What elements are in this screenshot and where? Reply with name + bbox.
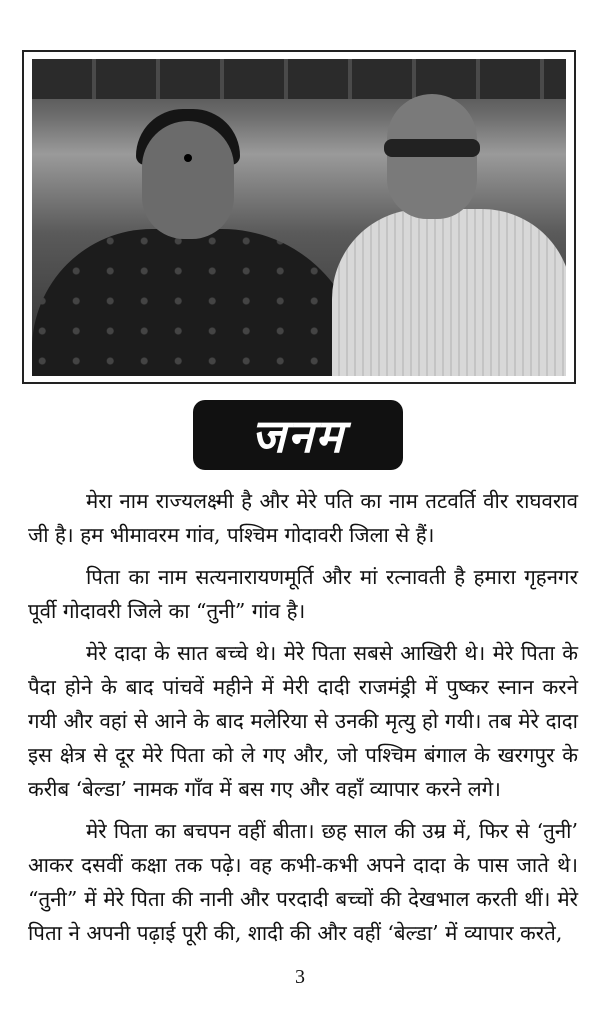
paragraph: मेरे दादा के सात बच्चे थे। मेरे पिता सबसे आखिरी थे। मेरे पिता के पैदा होने के बाद पांचवें महीने में मेरी दादी राजमंड्री में पुष्कर स्नान करने गयी और वहां से आने के बाद मलेरिया से उनकी मृत्यु हो गयी। तब मेरे दादा इस क्षेत्र से दूर मेरे पिता को ले गए और, जो पश्चिम बंगाल के खरगपुर के करीब ‘बेल्डा’ नामक गाँव में बस गए और वहाँ व्यापार करने लगे। [28,641,578,801]
photo-frame [22,50,576,384]
chapter-title-box [193,400,403,470]
woman-figure [32,229,362,376]
body-text [28,484,578,958]
page-number: 3 [295,966,305,988]
paragraph: पिता का नाम सत्यनारायणमूर्ति और मां रत्नावती है हमारा गृहनगर पूर्वी गोदावरी जिले का “तुनी” गांव है। [28,565,578,623]
bindi [184,154,192,162]
paragraph: मेरे पिता का बचपन वहीं बीता। छह साल की उम्र में, फिर से ‘तुनी’ आकर दसवीं कक्षा तक पढ़े। वह कभी-कभी अपने दादा के पास जाते थे। “तुनी” में मेरे पिता की नानी और परदादी बच्चों की देखभाल करती थीं। मेरे पिता ने अपनी पढ़ाई पूरी की, शादी की और वहीं ‘बेल्डा’ में व्यापार करते, [28,819,578,945]
woman-face [142,121,234,239]
couple-photo [32,59,566,376]
man-figure [332,209,566,376]
paragraph: मेरा नाम राज्यलक्ष्मी है और मेरे पति का नाम तटवर्ति वीर राघवराव जी है। हम भीमावरम गांव, पश्चिम गोदावरी जिला से हैं। [28,489,578,547]
canopy-background [32,59,566,99]
glasses [384,139,480,157]
chapter-title: जनम [251,409,345,463]
